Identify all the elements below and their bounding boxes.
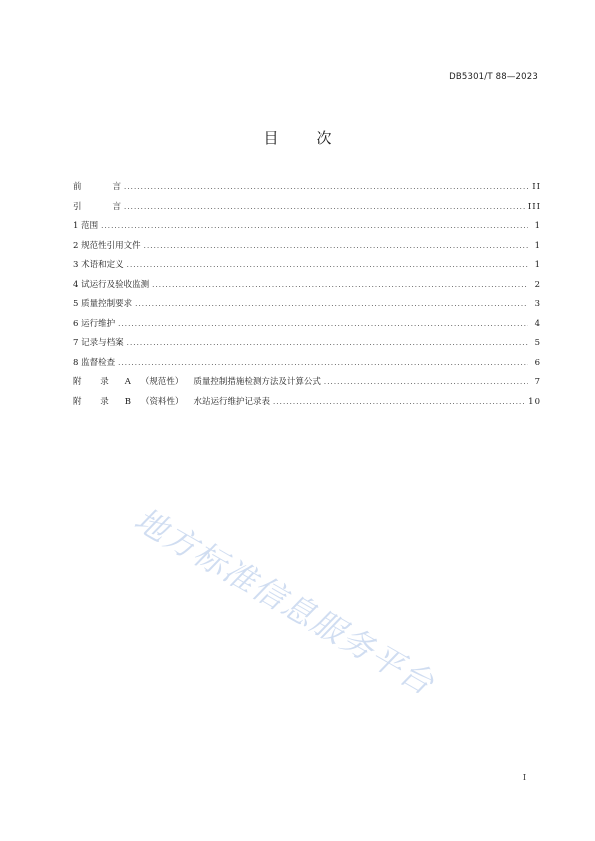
toc-entry-label: 5 质量控制要求 [73, 299, 133, 309]
toc-page-number: 1 [534, 221, 541, 231]
toc-entry-label: 8 监督检查 [73, 357, 116, 368]
toc-leader-dots [324, 373, 528, 393]
toc-page-number: 2 [534, 279, 541, 290]
doc-code: DB5301/T 88—2023 [449, 72, 538, 82]
toc-leader-dots [135, 295, 528, 315]
toc-entry-trial-operation[interactable] [73, 276, 541, 296]
annex-title: 水站运行维护记录表 [193, 396, 270, 407]
annex-letter: A [124, 377, 131, 387]
toc-entry-foreword[interactable] [73, 178, 541, 198]
toc-page-number: 4 [534, 318, 541, 329]
toc-entry-annex-b[interactable] [73, 393, 541, 413]
toc-leader-dots [124, 198, 525, 218]
toc-entry-supervision[interactable] [73, 354, 541, 374]
toc-page-number: 5 [534, 338, 541, 348]
page-number: I [522, 773, 526, 782]
toc-leader-dots [144, 237, 528, 257]
toc-page-number: 3 [534, 299, 541, 309]
toc-leader-dots [273, 393, 525, 413]
toc-entry-normative-references[interactable] [73, 237, 541, 257]
toc-entry-label: 1 范围 [73, 221, 99, 231]
toc-leader-dots [124, 178, 528, 198]
toc-page-number: 6 [534, 357, 541, 368]
toc-entry-foreword-char-2: 言 [112, 182, 121, 192]
annex-prefix: 附 录 [73, 396, 117, 407]
toc-page-number: 7 [534, 377, 541, 387]
toc-entry-foreword-char-1: 前 [73, 182, 96, 192]
toc-entry-introduction-char-1: 引 [73, 201, 96, 212]
toc-leader-dots [127, 256, 528, 276]
toc-page-number: 1 [534, 260, 541, 270]
toc-page-number: 1 [534, 240, 541, 251]
toc-leader-dots [118, 315, 528, 335]
toc-entry-label: 6 运行维护 [73, 318, 116, 329]
toc-entry-label: 7 记录与档案 [73, 338, 124, 348]
toc-leader-dots [101, 217, 528, 237]
annex-letter: B [124, 396, 131, 407]
toc-page-number: 10 [528, 396, 541, 407]
annex-type: （规范性） [140, 377, 184, 387]
toc-page-number: II [532, 182, 541, 192]
page-title-char-2: 次 [316, 129, 332, 147]
toc-entry-quality-control[interactable] [73, 295, 541, 315]
toc-entry-terms-definitions[interactable] [73, 256, 541, 276]
annex-prefix: 附 录 [73, 377, 117, 387]
toc-entry-label: 2 规范性引用文件 [73, 240, 141, 251]
toc-leader-dots [118, 354, 528, 374]
annex-type: （资料性） [140, 396, 184, 407]
toc-entry-maintenance[interactable] [73, 315, 541, 335]
toc-entry-introduction-char-2: 言 [112, 201, 121, 212]
watermark: 地方标准信息服务平台 [128, 500, 442, 704]
annex-title: 质量控制措施检测方法及计算公式 [193, 377, 321, 387]
toc-entry-annex-a[interactable] [73, 373, 541, 393]
toc-leader-dots [127, 334, 528, 354]
toc-entry-label: 3 术语和定义 [73, 260, 124, 270]
toc-entry-records[interactable] [73, 334, 541, 354]
toc-entry-introduction[interactable] [73, 198, 541, 218]
page-title [0, 127, 595, 148]
toc-page-number: III [527, 201, 541, 212]
toc-leader-dots [152, 276, 528, 296]
page-title-char-1: 目 [263, 129, 279, 147]
toc-list [73, 178, 541, 412]
toc-entry-label: 4 试运行及验收监测 [73, 279, 150, 290]
toc-entry-scope[interactable] [73, 217, 541, 237]
